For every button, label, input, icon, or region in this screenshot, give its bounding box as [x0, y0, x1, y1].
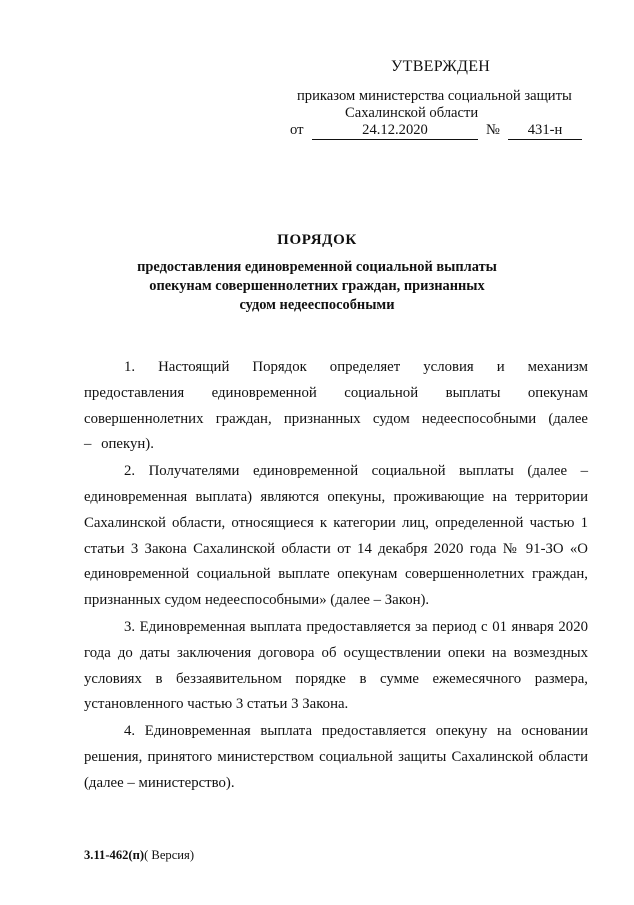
document-title: ПОРЯДОК [277, 232, 357, 248]
document-code [84, 848, 194, 863]
document-subtitle-line: опекунам совершеннолетних граждан, признанных [149, 278, 485, 294]
approval-title: УТВЕРЖДЕН [391, 58, 491, 75]
document-subtitle [0, 258, 634, 315]
document-subtitle-line: судом недееспособными [239, 297, 395, 313]
approval-date: 24.12.2020 [312, 122, 478, 140]
approval-from-label: от [290, 122, 304, 138]
approval-region-line: Сахалинской области [345, 105, 479, 121]
paragraph-3: 3. Единовременная выплата предоставляется за период с 01 января 2020 года до даты заключения договора об осуществлении опеки на возмездных условиях в беззаявительном порядке в сумме ежемесячного размера, установленного частью 3 статьи 3 Закона. [84, 618, 588, 713]
approval-number: 431-н [508, 122, 582, 140]
document-body [84, 355, 588, 798]
document-subtitle-line: предоставления единовременной социальной выплаты [137, 259, 497, 275]
approval-issuer-line: приказом министерства социальной защиты [297, 88, 572, 104]
paragraph-4: 4. Единовременная выплата предоставляется опекуну на основании решения, принятого министерством социальной защиты Сахалинской области (далее – министерство). [84, 723, 588, 791]
paragraph-2: 2. Получателями единовременной социальной выплаты (далее – единовременная выплата) являются опекуны, проживающие на территории Сахалинской области, относящиеся к категории лиц, определенной частью 1 статьи 3 Закона Сахалинской области от 14 декабря 2020 года № 91-ЗО «О единовременной социальной выплате опекунам совершеннолетних граждан, признанных судом недееспособными» (далее – Закон). [84, 463, 588, 609]
document-code-number: 3.11-462(п) [84, 848, 145, 862]
paragraph-1: 1. Настоящий Порядок определяет условия и механизм предоставления единовременной социальной выплаты опекунам совершеннолетних граждан, признанных судом недееспособными (далее – опекун). [84, 359, 588, 453]
document-code-version: ( Версия) [144, 848, 195, 862]
approval-number-label: № [486, 122, 500, 138]
